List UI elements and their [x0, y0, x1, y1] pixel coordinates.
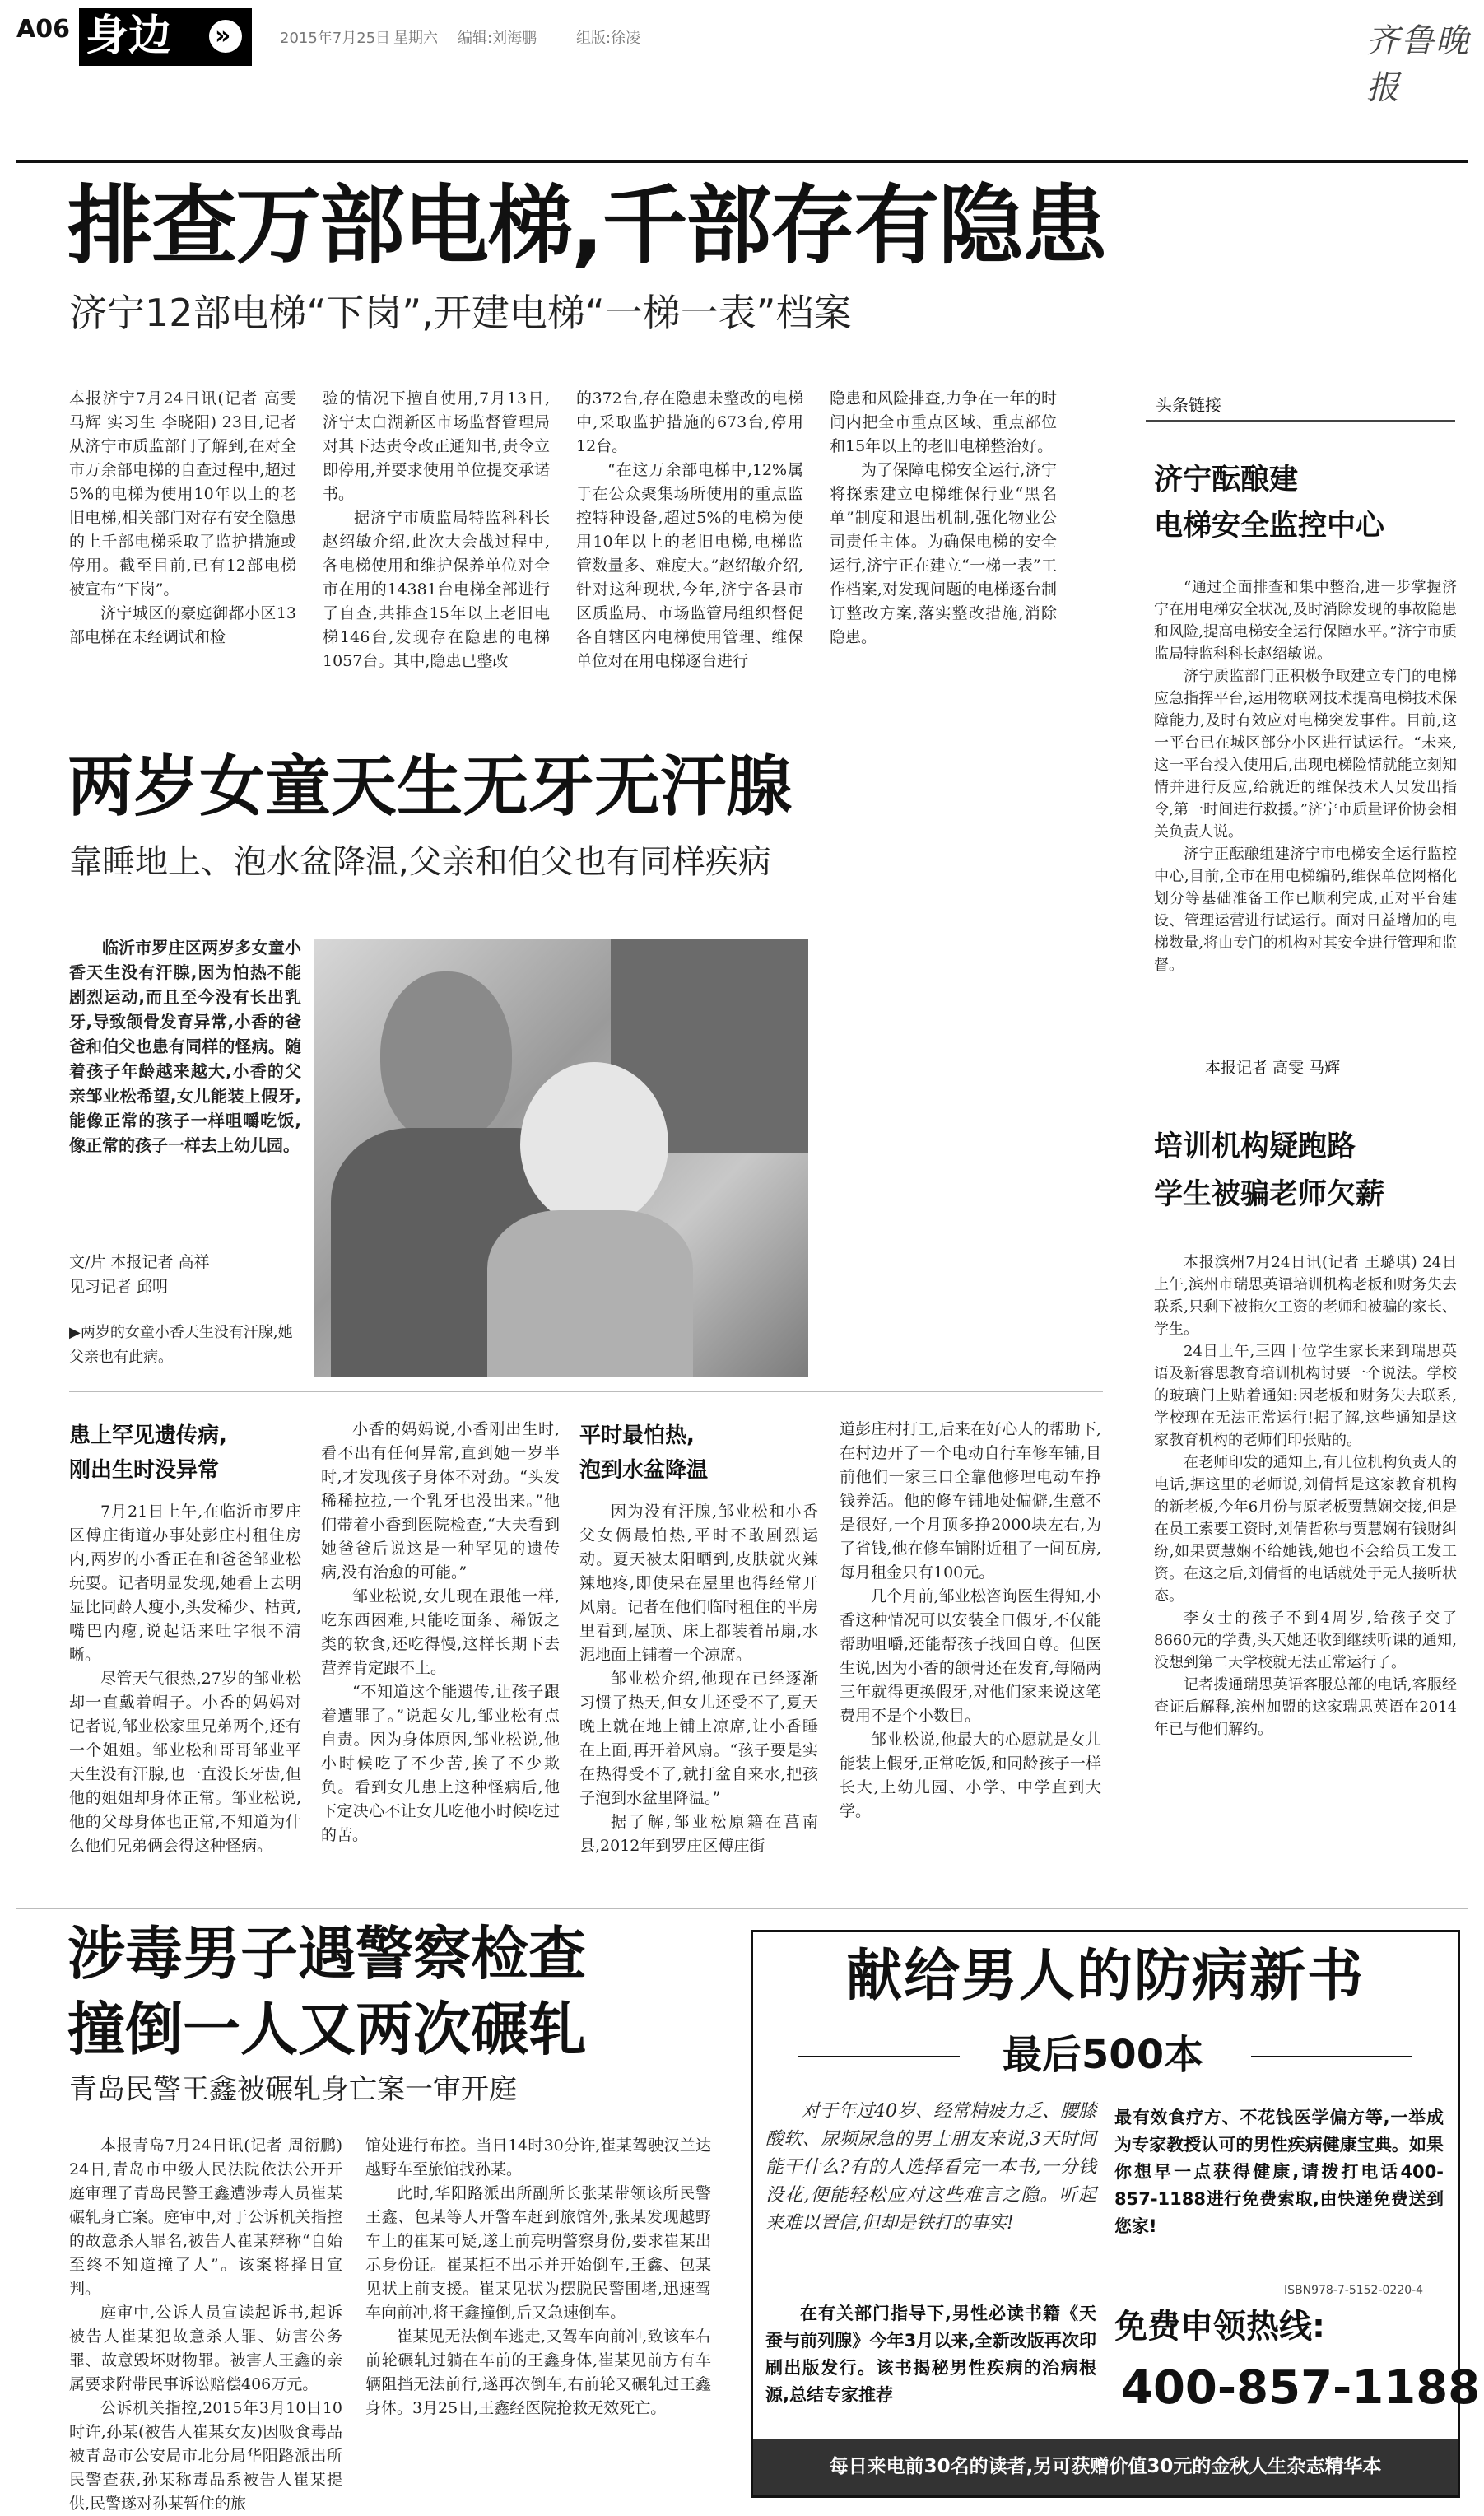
header-editor: 编辑:刘海鹏: [458, 30, 537, 47]
sidebar-byline1: 本报记者 高雯 马辉: [1205, 1059, 1341, 1077]
sidebar-head1a: 济宁酝酿建: [1154, 464, 1299, 496]
sidebar-body1: “通过全面排查和集中整治,进一步掌握济宁在用电梯安全状况,及时消除发现的事故隐患和风险,提高电梯安全运行保障水平。”济宁市质监局特监科科长赵绍敏说。 济宁质监部门正积极争取建立专门的电梯应急指挥平台,运用物联网技术提高电梯技术保障能力,及时有效应对电梯突发事件。目前,这一平台已在城区部分小区进行试运行。“未来,这一平台投入使用后,出现电梯险情就能立刻知情并进行反应,给就近的维保技术人员发出指令,第一时间进行救援。”济宁市质量评价协会相关负责人说。 济宁正酝酿组建济宁市电梯安全运行监控中心,目前,全市在用电梯编码,维保单位网格化划分等基础准备工作已顺利完成,正对平台建设、管理运营进行试运行。面对日益增加的电梯数量,将由专门的机构对其安全进行管理和监督。: [1154, 576, 1457, 1070]
masthead-logo: 齐鲁晚报: [1366, 22, 1470, 107]
page-number: A06: [16, 15, 70, 44]
article3-col2: 馆处进行布控。当日14时30分许,崔某驾驶汉兰达越野车至旅馆找孙某。 此时,华阳路派出所副所长张某带领该所民警王鑫、包某等人开警车赶到旅馆外,张某发现越野车上的崔某可疑,遂上前亮明警察身份,要求崔某出示身份证。崔某拒不出示并开始倒车,王鑫、包某见状上前支援。崔某见状为摆脱民警围堵,迅速驾车向前冲,将王鑫撞倒,后又急速倒车。 崔某见无法倒车逃走,又驾车向前冲,致该车右前轮碾轧过躺在车前的王鑫身体,崔某见前方有车辆阻挡无法前行,遂再次倒车,右前轮又碾轧过王鑫身体。3月25日,王鑫经医院抢救无效死亡。: [365, 2134, 711, 2472]
article1-title: 排查万部电梯,千部存有隐患: [67, 175, 1106, 276]
paragraph: “在这万余部电梯中,12%属于在公众聚集场所使用的重点监控特种设备,超过5%的电梯为使用10年以上的老旧电梯,电梯监管数量多、难度大。”赵绍敏介绍,针对这种现状,今年,济宁各县市区质监局、市场监管局组织督促各自辖区内电梯使用管理、维保单位对在用电梯逐台进行: [576, 461, 803, 670]
header-layout: 组版:徐凌: [576, 30, 641, 47]
sidebar-head2a: 培训机构疑跑路: [1154, 1130, 1356, 1163]
ad-rule-left: [798, 2056, 960, 2057]
article2-lead: 临沂市罗庄区两岁多女童小香天生没有汗腺,因为怕热不能剧烈运动,而且至今没有长出乳牙,导致颌骨发育异常,小香的爸爸和伯父也患有同样的怪病。随着孩子年龄越来越大,小香的父亲邹业松希望,女儿能装上假牙,能像正常的孩子一样咀嚼吃饭,像正常的孩子一样去上幼儿园。: [69, 938, 301, 1155]
paragraph: 公诉机关指控,2015年3月10日10时许,孙某(被告人崔某女友)因吸食毒品被青岛市公安局市北分局华阳路派出所民警查获,孙某称毒品系被告人崔某提供,民警遂对孙某暂住的旅: [69, 2399, 342, 2513]
paragraph: 为了保障电梯安全运行,济宁将探索建立电梯维保行业“黑名单”制度和退出机制,强化物业公司责任主体。为确保电梯的安全运行,济宁正在建立“一梯一表”工作档案,对发现问题的电梯逐台制订整改方案,落实整改措施,消除隐患。: [830, 461, 1057, 646]
section-title: 身边: [86, 12, 172, 61]
article2-col4: 道彭庄村打工,后来在好心人的帮助下,在村边开了一个电动自行车修车铺,目前他们一家三口全靠他修理电动车挣钱养活。他的修车铺地处偏僻,生意不是很好,一个月顶多挣2000块左右,为了省钱,他在修车铺附近租了一间瓦房,每月租金只有100元。 几个月前,邹业松咨询医生得知,小香这种情况可以安装全口假牙,不仅能帮助咀嚼,还能帮孩子找回自尊。但医生说,因为小香的颌骨还在发育,每隔两三年就得更换假牙,对他们家来说这笔费用不是个小数目。 邹业松说,他最大的心愿就是女儿能装上假牙,正常吃饭,和同龄孩子一样长大,上幼儿园、小学、中学直到大学。: [840, 1418, 1101, 1887]
paragraph: 邹业松介绍,他现在已经逐渐习惯了热天,但女儿还受不了,夏天晚上就在地上铺上凉席,让小香睡在上面,再开着风扇。“孩子要是实在热得受不了,就打盆自来水,把孩子泡到水盆里降温。”: [579, 1670, 818, 1807]
paragraph: 据济宁市质监局特监科科长赵绍敏介绍,此次大会战过程中,各电梯使用和维护保养单位对全市在用的14381台电梯全部进行了自查,共排查15年以上老旧电梯146台,发现存在隐患的电梯1057台。其中,隐患已整改: [323, 509, 550, 670]
article2-credit: 文/片 本报记者 高祥 见习记者 邱明: [69, 1253, 210, 1296]
photo-child-body: [487, 1210, 693, 1377]
header-weekday: 星期六: [393, 30, 438, 47]
chevron-glyph: »: [215, 21, 231, 50]
article2-col3: 因为没有汗腺,邹业松和小香父女俩最怕热,平时不敢剧烈运动。夏天被太阳晒到,皮肤就火辣辣地疼,即使呆在屋里也得经常开风扇。记者在他们临时租住的平房里看到,屋顶、床上都装着吊扇,水泥地面上铺着一个凉席。 邹业松介绍,他现在已经逐渐习惯了热天,但女儿还受不了,夏天晚上就在地上铺上凉席,让小香睡在上面,再开着风扇。“孩子要是实在热得受不了,就打盆自来水,把孩子泡到水盆里降温。” 据了解,邹业松原籍在莒南县,2012年到罗庄区傅庄街: [579, 1500, 818, 1887]
ad-rule-right: [1251, 2056, 1412, 2057]
article2-subhead1b: 刚出生时没异常: [69, 1458, 220, 1483]
paragraph: 济宁质监部门正积极争取建立专门的电梯应急指挥平台,运用物联网技术提高电梯技术保障能力,及时有效应对电梯突发事件。目前,这一平台已在城区部分小区进行试运行。“未来,这一平台投入使用后,出现电梯险情就能立刻知情并进行反应,给就近的维保技术人员发出指令,第一时间进行救援。”济宁市质量评价协会相关负责人说。: [1154, 668, 1457, 841]
article3-title1: 涉毒男子遇警察检查: [67, 1920, 586, 1987]
paragraph: 崔某见无法倒车逃走,又驾车向前冲,致该车右前轮碾轧过躺在车前的王鑫身体,崔某见前方有车辆阻挡无法前行,遂再次倒车,右前轮又碾轧过王鑫身体。3月25日,王鑫经医院抢救无效死亡。: [365, 2327, 711, 2417]
article2-rule: [69, 1391, 1103, 1392]
paragraph: 邹业松说,女儿现在跟他一样,吃东西困难,只能吃面条、稀饭之类的软食,还吃得慢,这样长期下去营养肯定跟不上。: [321, 1587, 560, 1677]
article2-caption: ▶两岁的女童小香天生没有汗腺,她父亲也有此病。: [69, 1324, 293, 1366]
ad-footer-text: 每日来电前30名的读者,另可获赠价值30元的金秋人生杂志精华本: [829, 2456, 1382, 2477]
ad-right-text: 最有效食疗方、不花钱医学偏方等,一举成为专家教授认可的男性疾病健康宝典。如果你想早一点获得健康,请拨打电话400-857-1188进行免费索取,由快递免费送到您家!: [1114, 2108, 1444, 2236]
article1-col3: 的372台,存在隐患未整改的电梯中,采取监护措施的673台,停用12台。 “在这万余部电梯中,12%属于在公众聚集场所使用的重点监控特种设备,超过5%的电梯为使用10年以上的老旧电梯,电梯监管数量多、难度大。”赵绍敏介绍,针对这种现状,今年,济宁各县市区质监局、市场监管局组织督促各自辖区内电梯使用管理、维保单位对在用电梯逐台进行: [576, 387, 803, 675]
ad-hotline-label: 免费申领热线:: [1114, 2308, 1325, 2346]
paragraph: 据了解,邹业松原籍在莒南县,2012年到罗庄区傅庄街: [579, 1813, 818, 1855]
article3-col1: 本报青岛7月24日讯(记者 周衍鹏) 24日,青岛市中级人民法院依法公开开庭审理了青岛民警王鑫遭涉毒人员崔某碾轧身亡案。庭审中,对于公诉机关指控的故意杀人罪名,被告人崔某辩称“自始至终不知道撞了人”。该案将择日宣判。 庭审中,公诉人员宣读起诉书,起诉被告人崔某犯故意杀人罪、妨害公务罪、故意毁坏财物罪。被害人王鑫的亲属要求附带民事诉讼赔偿406万元。 公诉机关指控,2015年3月10日10时许,孙某(被告人崔某女友)因吸食毒品被青岛市公安局市北分局华阳路派出所民警查获,孙某称毒品系被告人崔某提供,民警遂对孙某暂住的旅: [69, 2134, 342, 2472]
article3-rule: [16, 1908, 1468, 1909]
article1-col1: 本报济宁7月24日讯(记者 高雯 马辉 实习生 李晓阳) 23日,记者从济宁市质监部门了解到,在对全市万余部电梯的自查过程中,超过5%的电梯为使用10年以上的老旧电梯,相关部门对存有安全隐患的上千部电梯采取了监护措施或停用。截至目前,已有12部电梯被宣布“下岗”。 济宁城区的豪庭御都小区13部电梯在未经调试和检: [69, 387, 296, 675]
paragraph: 庭审中,公诉人员宣读起诉书,起诉被告人崔某犯故意杀人罪、妨害公务罪、故意毁坏财物罪。被害人王鑫的亲属要求附带民事诉讼赔偿406万元。: [69, 2304, 342, 2393]
ad-subtitle: 最后500本: [1002, 2032, 1204, 2078]
sidebar-label: 头条链接: [1156, 395, 1221, 415]
article2-title: 两岁女童天生无牙无汗腺: [67, 748, 792, 825]
paragraph: 李女士的孩子不到4周岁,给孩子交了8660元的学费,头天她还收到继续听课的通知,没想到第二天学校就无法正常运行了。: [1154, 1610, 1457, 1671]
sidebar-head1b: 电梯安全监控中心: [1154, 510, 1385, 543]
photo-child-head: [520, 1062, 668, 1227]
article1-col4: 隐患和风险排查,力争在一年的时间内把全市重点区域、重点部位和15年以上的老旧电梯整治好。 为了保障电梯安全运行,济宁将探索建立电梯维保行业“黑名单”制度和退出机制,强化物业公司责任主体。为确保电梯的安全运行,济宁正在建立“一梯一表”工作档案,对发现问题的电梯逐台制订整改方案,落实整改措施,消除隐患。: [830, 387, 1057, 675]
article2-col2: 小香的妈妈说,小香刚出生时,看不出有任何异常,直到她一岁半时,才发现孩子身体不对劲。“头发稀稀拉拉,一个乳牙也没出来。”他们带着小香到医院检查,“大夫看到她爸爸后说这是一种罕见的遗传病,没有治愈的可能。” 邹业松说,女儿现在跟他一样,吃东西困难,只能吃面条、稀饭之类的软食,还吃得慢,这样长期下去营养肯定跟不上。 “不知道这个能遗传,让孩子跟着遭罪了。”说起女儿,邹业松有点自责。因为身体原因,邹业松说,他小时候吃了不少苦,挨了不少欺负。看到女儿患上这种怪病后,他下定决心不让女儿吃他小时候吃过的苦。: [321, 1418, 560, 1887]
paragraph: 尽管天气很热,27岁的邹业松却一直戴着帽子。小香的妈妈对记者说,邹业松家里兄弟两个,还有一个姐姐。邹业松和哥哥邹业平天生没有汗腺,也一直没长牙齿,但他的姐姐却身体正常。邹业松说,他的父母身体也正常,不知道为什么他们兄弟俩会得这种怪病。: [69, 1670, 301, 1855]
article2-subhead2a: 平时最怕热,: [579, 1423, 695, 1448]
ad-isbn: ISBN978-7-5152-0220-4: [1284, 2284, 1424, 2297]
paragraph: 24日上午,三四十位学生家长来到瑞思英语及新睿思教育培训机构讨要一个说法。学校的玻璃门上贴着通知:因老板和财务失去联系,学校现在无法正常运行!据了解,这些通知是这家教育机构的老师们印张贴的。: [1154, 1343, 1457, 1449]
ad-left-text: 对于年过40岁、经常精疲力乏、腰膝酸软、尿频尿急的男士朋友来说,3天时间能干什么?有的人选择看完一本书,一分钱没花,便能轻松应对这些难言之隐。听起来难以置信,但却是铁打的事实!: [765, 2101, 1096, 2234]
paragraph: 在老师印发的通知上,有几位机构负责人的电话,据这里的老师说,刘倩哲是这家教育机构的新老板,今年6月份与原老板贾慧娴交接,但是在员工索要工资时,刘倩哲称与贾慧娴有钱财纠纷,如果贾慧娴不给她钱,她也不会给员工发工资。在这之后,刘倩哲的电话就处于无人接听状态。: [1154, 1454, 1457, 1605]
top-rule: [16, 160, 1468, 163]
paragraph: 邹业松说,他最大的心愿就是女儿能装上假牙,正常吃饭,和同龄孩子一样长大,上幼儿园、小学、中学直到大学。: [840, 1731, 1101, 1820]
article1-subtitle: 济宁12部电梯“下岗”,开建电梯“一梯一表”档案: [69, 291, 852, 335]
header-date: 2015年7月25日: [280, 30, 391, 47]
paragraph: 几个月前,邹业松咨询医生得知,小香这种情况可以安装全口假牙,不仅能帮助咀嚼,还能帮孩子找回自尊。但医生说,因为小香的颌骨还在发育,每隔两三年就得更换假牙,对他们家来说这笔费用不是个小数目。: [840, 1587, 1101, 1725]
article2-subhead2b: 泡到水盆降温: [579, 1458, 709, 1483]
ad-phone: 400-857-1188: [1121, 2361, 1481, 2415]
sidebar-rule: [1146, 420, 1455, 422]
photo-father-head: [380, 971, 512, 1144]
article2-subtitle: 靠睡地上、泡水盆降温,父亲和伯父也有同样疾病: [69, 843, 771, 881]
ad-left-text2: 在有关部门指导下,男性必读书籍《天蚕与前列腺》今年3月以来,全新改版再次印刷出版发行。该书揭秘男性疾病的治病根源,总结专家推荐: [765, 2304, 1096, 2405]
sidebar-body2: 本报滨州7月24日讯(记者 王璐琪) 24日上午,滨州市瑞思英语培训机构老板和财务失去联系,只剩下被拖欠工资的老师和被骗的家长、学生。 24日上午,三四十位学生家长来到瑞思英语及新睿思教育培训机构讨要一个说法。学校的玻璃门上贴着通知:因老板和财务失去联系,学校现在无法正常运行!据了解,这些通知是这家教育机构的老师们印张贴的。 在老师印发的通知上,有几位机构负责人的电话,据这里的老师说,刘倩哲是这家教育机构的新老板,今年6月份与原老板贾慧娴交接,但是在员工索要工资时,刘倩哲称与贾慧娴有钱财纠纷,如果贾慧娴不给她钱,她也不会给员工发工资。在这之后,刘倩哲的电话就处于无人接听状态。 李女士的孩子不到4周岁,给孩子交了8660元的学费,头天她还收到继续听课的通知,没想到第二天学校就无法正常运行了。 记者拨通瑞思英语客服总部的电话,客服经查证后解释,滨州加盟的这家瑞思英语在2014年已与他们解约。: [1154, 1251, 1457, 1894]
article2-col1: 7月21日上午,在临沂市罗庄区傅庄街道办事处彭庄村租住房内,两岁的小香正在和爸爸邹业松玩耍。记者明显发现,她看上去明显比同龄人瘦小,头发稀少、枯黄,嘴巴内瘪,说起话来吐字很不清晰。 尽管天气很热,27岁的邹业松却一直戴着帽子。小香的妈妈对记者说,邹业松家里兄弟两个,还有一个姐姐。邹业松和哥哥邹业平天生没有汗腺,也一直没长牙齿,但他的姐姐却身体正常。邹业松说,他的父母身体也正常,不知道为什么他们兄弟俩会得这种怪病。: [69, 1500, 301, 1887]
paragraph: “不知道这个能遗传,让孩子跟着遭罪了。”说起女儿,邹业松有点自责。因为身体原因,邹业松说,他小时候吃了不少苦,挨了不少欺负。看到女儿患上这种怪病后,他下定决心不让女儿吃他小时候吃过的苦。: [321, 1683, 560, 1844]
article1-col2: 验的情况下擅自使用,7月13日,济宁太白湖新区市场监督管理局对其下达责令改正通知书,责令立即停用,并要求使用单位提交承诺书。 据济宁市质监局特监科科长赵绍敏介绍,此次大会战过程中,各电梯使用和维护保养单位对全市在用的14381台电梯全部进行了自查,共排查15年以上老旧电梯146台,发现存在隐患的电梯1057台。其中,隐患已整改: [323, 387, 550, 675]
article3-title2: 撞倒一人又两次碾轧: [67, 1996, 586, 2063]
paragraph: 此时,华阳路派出所副所长张某带领该所民警王鑫、包某等人开警车赶到旅馆外,张某发现越野车上的崔某可疑,遂上前亮明警察身份,要求崔某出示身份证。崔某拒不出示并开始倒车,王鑫、包某见状上前支援。崔某见状为摆脱民警围堵,迅速驾车向前冲,将王鑫撞倒,后又急速倒车。: [365, 2184, 711, 2322]
paragraph: 济宁城区的豪庭御都小区13部电梯在未经调试和检: [69, 604, 296, 646]
paragraph: 济宁正酝酿组建济宁市电梯安全运行监控中心,目前,全市在用电梯编码,维保单位网格化划分等基础准备工作已顺利完成,正对平台建设、管理运营进行试运行。面对日益增加的电梯数量,将由专门的机构对其安全进行管理和监督。: [1154, 846, 1457, 974]
article2-subhead1a: 患上罕见遗传病,: [69, 1423, 227, 1448]
sidebar-head2b: 学生被骗老师欠薪: [1154, 1178, 1385, 1211]
article2-photo: [314, 939, 808, 1377]
article3-subtitle: 青岛民警王鑫被碾轧身亡案一审开庭: [69, 2073, 517, 2106]
ad-title: 献给男人的防病新书: [845, 1944, 1365, 2009]
paragraph: 记者拨通瑞思英语客服总部的电话,客服经查证后解释,滨州加盟的这家瑞思英语在2014年已与他们解约。: [1154, 1676, 1457, 1738]
